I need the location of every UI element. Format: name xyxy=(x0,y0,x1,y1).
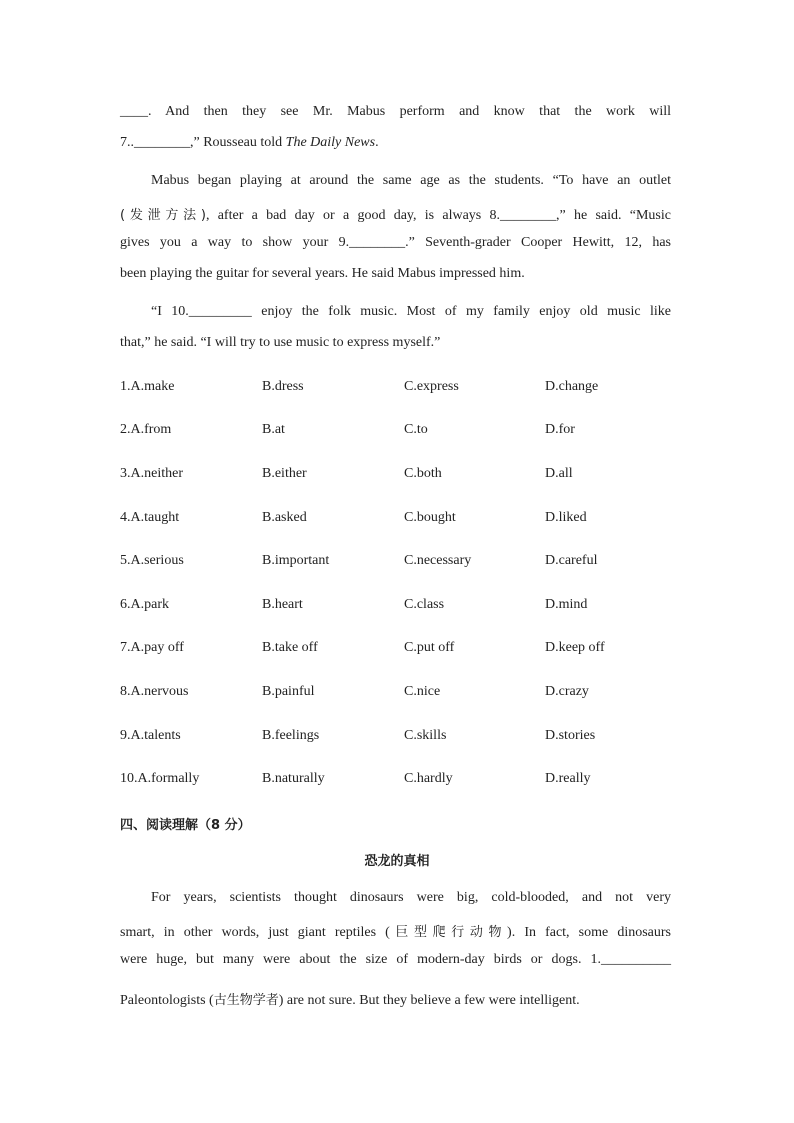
passage-line-2 xyxy=(120,135,671,151)
option-choice: C.bought xyxy=(404,510,456,525)
option-choice: B.feelings xyxy=(262,728,320,743)
option-choice: C.to xyxy=(404,422,428,437)
option-choice: 10.A.formally xyxy=(120,771,200,786)
passage-line-4 xyxy=(120,204,671,224)
option-choice: C.nice xyxy=(404,684,441,699)
option-choice: D.really xyxy=(545,771,591,786)
option-choice: B.either xyxy=(262,466,307,481)
passage-line-7: “I 10._________ enjoy the folk music. Most of my family enjoy old music like xyxy=(151,304,671,319)
option-choice: 7.A.pay off xyxy=(120,640,184,655)
option-choice: B.at xyxy=(262,422,285,437)
reading-line-2 xyxy=(120,921,671,941)
option-choice: D.careful xyxy=(545,553,598,568)
option-choice: D.for xyxy=(545,422,575,437)
reading-line-4-end: ) are not sure. But they believe a few were intelligent. xyxy=(278,993,580,1008)
option-choice: C.hardly xyxy=(404,771,453,786)
passage-line-5: gives you a way to show your 9.________.” Seventh-grader Cooper Hewitt, 12, has xyxy=(120,235,671,250)
option-choice: B.important xyxy=(262,553,330,568)
option-choice: 3.A.neither xyxy=(120,466,183,481)
reading-line-2-end: ). In fact, some dinosaurs xyxy=(507,925,671,940)
reading-line-1: For years, scientists thought dinosaurs were big, cold-blooded, and not very xyxy=(151,890,671,905)
option-choice: C.class xyxy=(404,597,445,612)
passage-line-4-chinese: (发泄方法) xyxy=(120,208,206,223)
option-choice: C.necessary xyxy=(404,553,472,568)
reading-line-4 xyxy=(120,989,671,1009)
option-choice: B.heart xyxy=(262,597,303,612)
passage-line-2-text: 7..________,” Rousseau told xyxy=(120,135,286,150)
passage-line-3: Mabus began playing at around the same age as the students. “To have an outlet xyxy=(151,173,671,188)
passage-line-2-end: . xyxy=(375,135,379,150)
newspaper-name: The Daily News xyxy=(285,135,376,150)
option-choice: B.naturally xyxy=(262,771,325,786)
option-choice: D.liked xyxy=(545,510,587,525)
option-choice: B.take off xyxy=(262,640,318,655)
option-choice: D.stories xyxy=(545,728,596,743)
option-choice: C.put off xyxy=(404,640,455,655)
option-choice: C.both xyxy=(404,466,442,481)
reading-line-3: were huge, but many were about the size of modern-day birds or dogs. 1.__________ xyxy=(120,952,671,967)
reading-line-4-text: Paleontologists ( xyxy=(120,993,214,1008)
option-choice: B.painful xyxy=(262,684,315,699)
option-choice: 8.A.nervous xyxy=(120,684,189,699)
option-choice: D.keep off xyxy=(545,640,605,655)
option-choice: 4.A.taught xyxy=(120,510,180,525)
option-choice: 9.A.talents xyxy=(120,728,181,743)
option-choice: B.dress xyxy=(262,379,304,394)
passage-line-4-text: , after a bad day or a good day, is always 8.________,” he said. “Music xyxy=(205,208,671,223)
option-choice: 2.A.from xyxy=(120,422,172,437)
section-heading: 四、阅读理解（8 分） xyxy=(120,818,251,833)
passage-line-8: that,” he said. “I will try to use music to express myself.” xyxy=(120,335,441,350)
passage-title: 恐龙的真相 xyxy=(364,854,430,869)
option-choice: 6.A.park xyxy=(120,597,169,612)
option-choice: 1.A.make xyxy=(120,379,175,394)
reading-line-2-chinese: 巨型爬行动物 xyxy=(389,925,508,940)
option-choice: 5.A.serious xyxy=(120,553,184,568)
option-choice: B.asked xyxy=(262,510,307,525)
reading-line-4-chinese: 古生物学者 xyxy=(213,993,279,1008)
reading-line-2-text: smart, in other words, just giant reptiles ( xyxy=(120,925,390,940)
option-choice: D.mind xyxy=(545,597,588,612)
option-choice: D.change xyxy=(545,379,599,394)
option-choice: D.all xyxy=(545,466,573,481)
passage-line-6: been playing the guitar for several years. He said Mabus impressed him. xyxy=(120,266,525,281)
option-choice: C.express xyxy=(404,379,459,394)
option-choice: D.crazy xyxy=(545,684,589,699)
passage-line-1: ____. And then they see Mr. Mabus perform and know that the work will xyxy=(120,104,671,119)
option-choice: C.skills xyxy=(404,728,447,743)
